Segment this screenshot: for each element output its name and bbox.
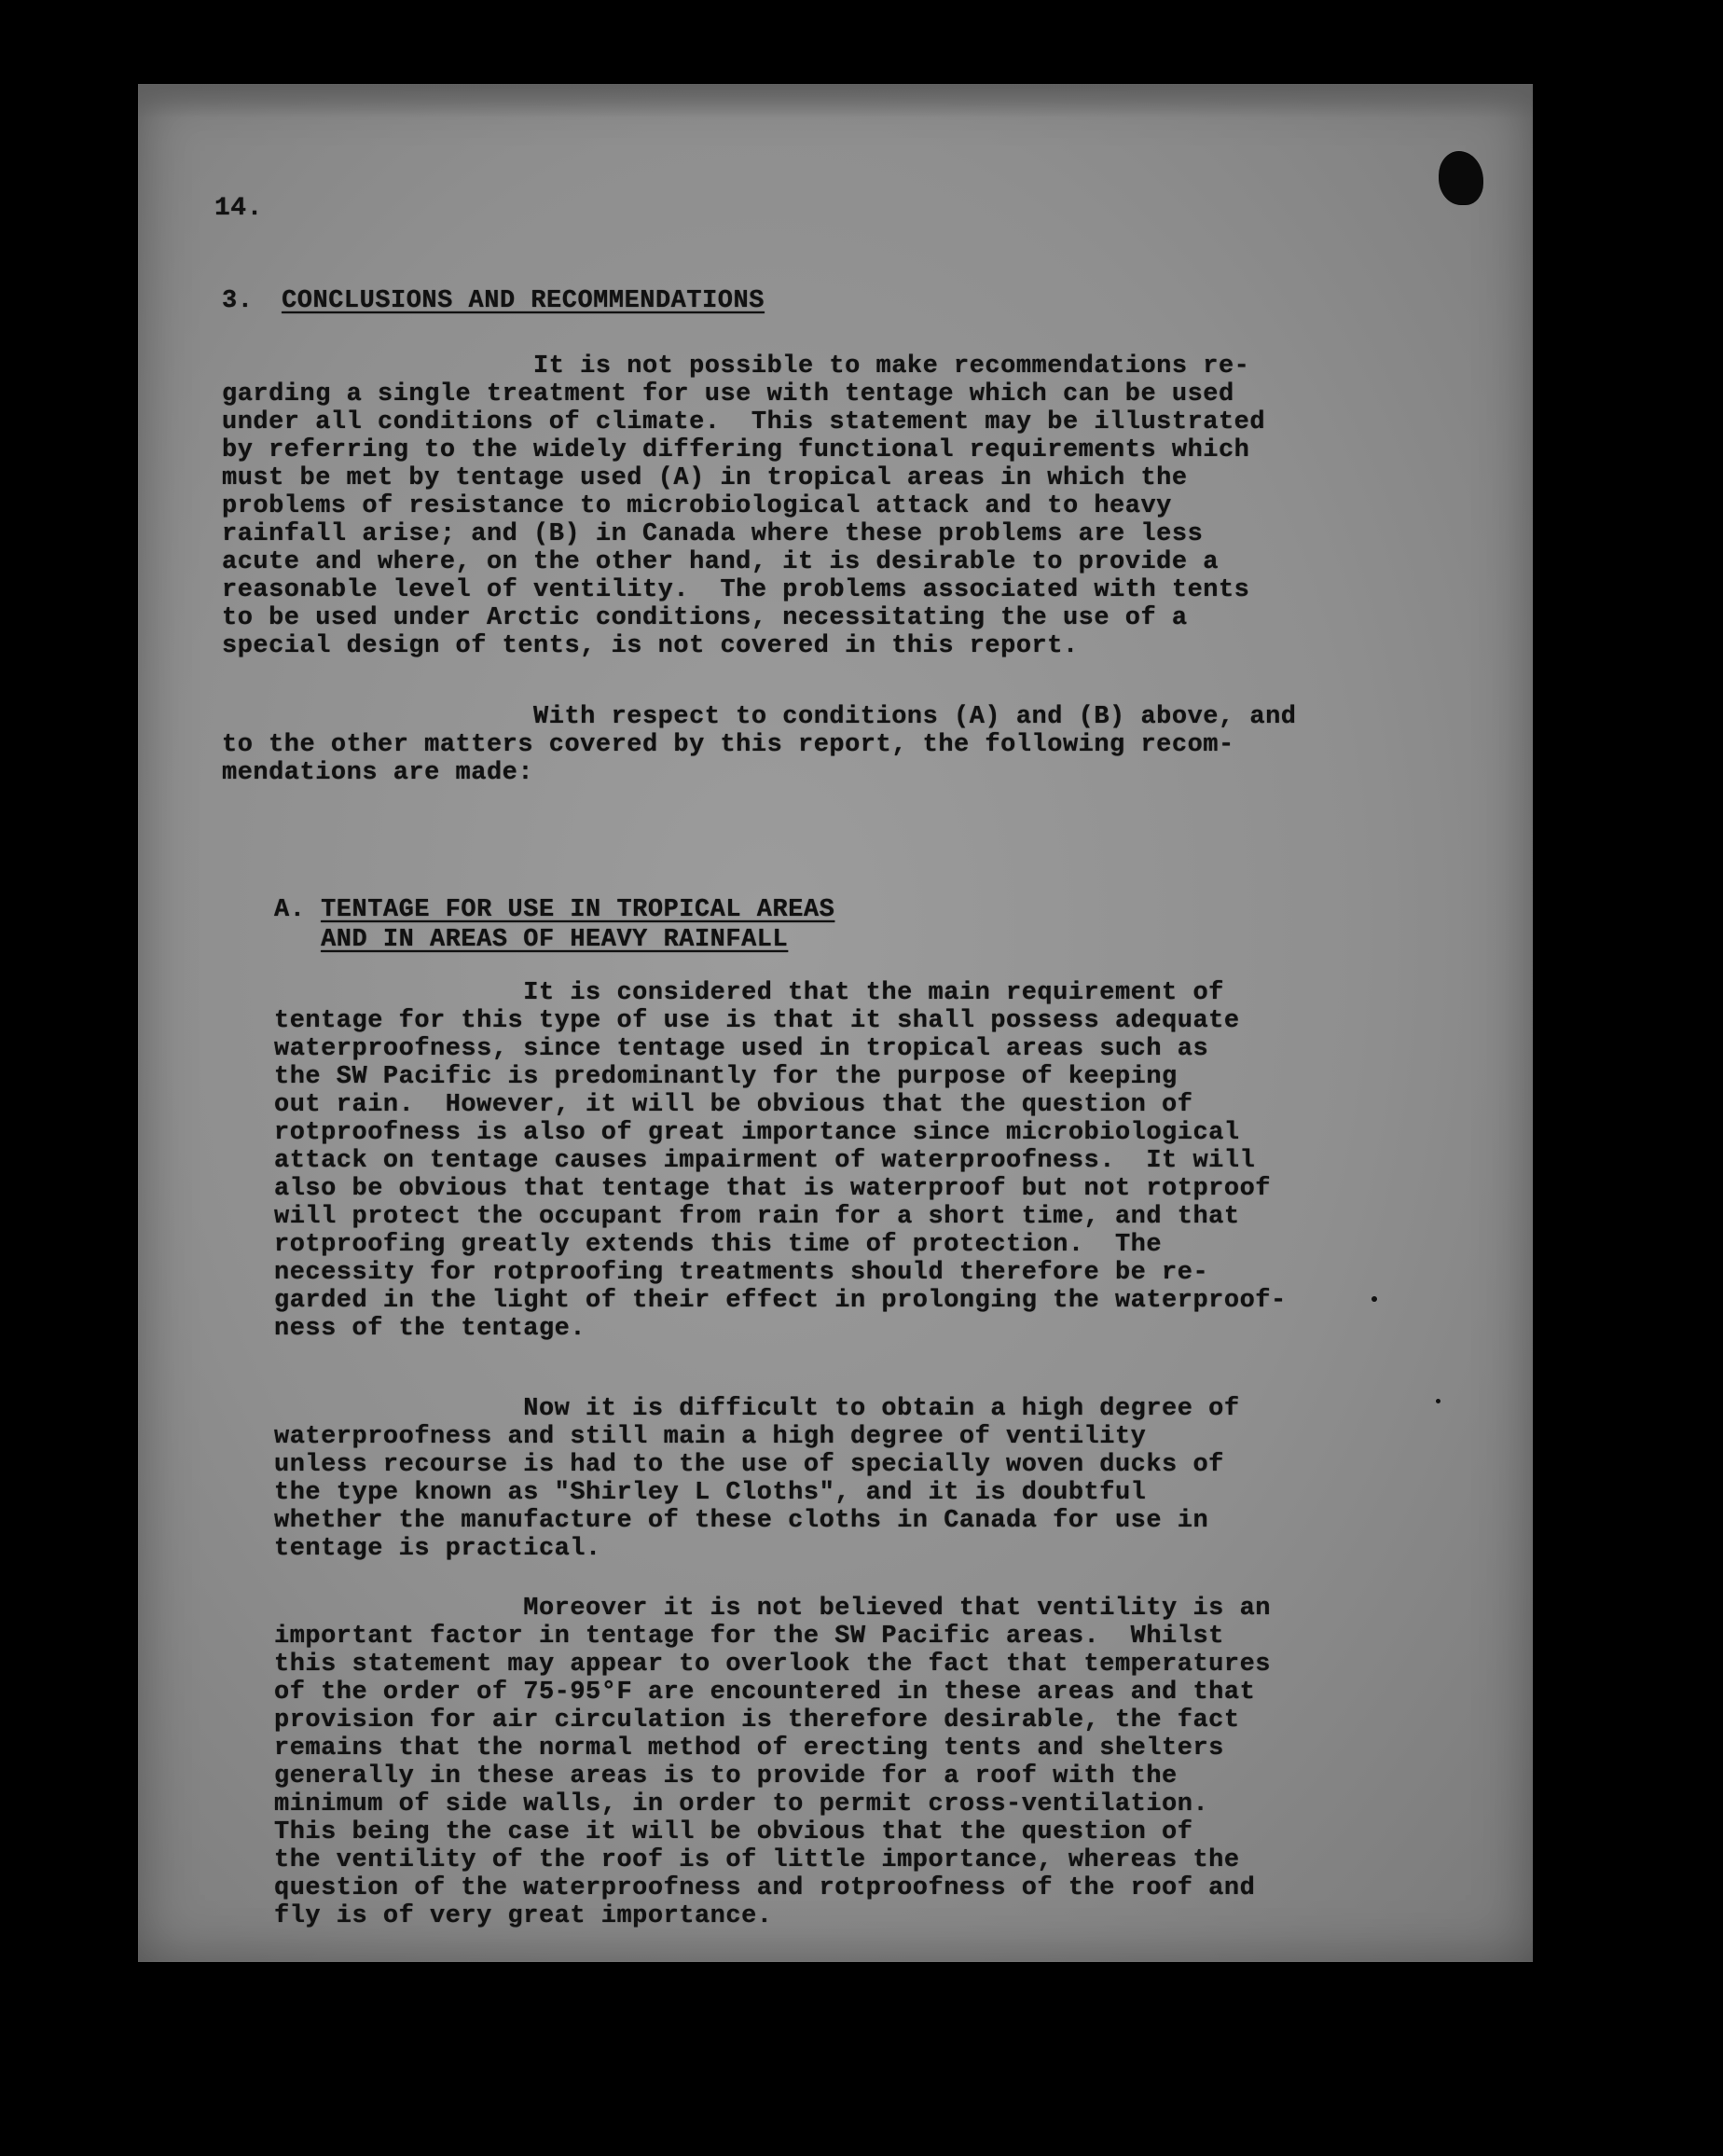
ink-speck xyxy=(1436,1399,1440,1403)
paragraph-a2: Now it is difficult to obtain a high degree of waterproofness and still main a high degree of ventility unless recourse is had to the use of specially woven ducks of the type known as "Shirley L Cloths", and it is doubtful whether the manufacture of these cloths in Canada for use in tentage is practical. xyxy=(274,1395,1240,1563)
intro-paragraph-1: It is not possible to make recommendations re- garding a single treatment for use with tentage which can be used under all conditions of climate. This statement may be illustrated by referring to the widely differing functional requirements which must be met by tentage used (A) in tropical areas in which the problems of resistance to microbiological attack and to heavy rainfall arise; and (B) in Canada where these problems are less acute and where, on the other hand, it is desirable to provide a reasonable level of ventility. The problems associated with tents to be used under Arctic conditions, necessitating the use of a special design of tents, is not covered in this report. xyxy=(222,352,1266,660)
paragraph-a1: It is considered that the main requirement of tentage for this type of use is that it shall possess adequate waterproofness, since tentage used in tropical areas such as the SW Pacific is predominantly for the purpose of keeping out rain. However, it will be obvious that the question of rotproofness is also of great importance since microbiological attack on tentage causes impairment of waterproofness. It will also be obvious that tentage that is waterproof but not rotproof will protect the occupant from rain for a short time, and that rotproofing greatly extends this time of protection. The necessity for rotproofing treatments should therefore be re- garded in the light of their effect in prolonging the waterproof- ness of the tentage. xyxy=(274,979,1287,1343)
section-title: CONCLUSIONS AND RECOMMENDATIONS xyxy=(282,287,765,315)
section-number: 3. xyxy=(222,287,254,315)
page-number: 14. xyxy=(214,194,263,223)
subsection-title-line-2: AND IN AREAS OF HEAVY RAINFALL xyxy=(321,926,789,954)
subsection-title-line-1: TENTAGE FOR USE IN TROPICAL AREAS xyxy=(321,896,835,924)
typewritten-sheet xyxy=(138,84,1533,1962)
subsection-heading-a xyxy=(274,895,834,955)
section-heading xyxy=(222,287,765,315)
ink-speck xyxy=(1372,1296,1377,1302)
paragraph-a3: Moreover it is not believed that ventility is an important factor in tentage for the SW Pacific areas. Whilst this statement may appear to overlook the fact that temperatures of the order of 75-95°F are encountered in these areas and that provision for air circulation is therefore desirable, the fact remains that the normal method of erecting tents and shelters generally in these areas is to provide for a roof with the minimum of side walls, in order to permit cross-ventilation. This being the case it will be obvious that the question of the ventility of the roof is of little importance, whereas the question of the waterproofness and rotproofness of the roof and fly is of very great importance. xyxy=(274,1595,1271,1930)
subsection-label: A. xyxy=(274,896,306,924)
intro-paragraph-2: With respect to conditions (A) and (B) above, and to the other matters covered by this report, the following recom- mendations are made: xyxy=(222,703,1297,787)
ink-blot-mark xyxy=(1439,151,1483,205)
